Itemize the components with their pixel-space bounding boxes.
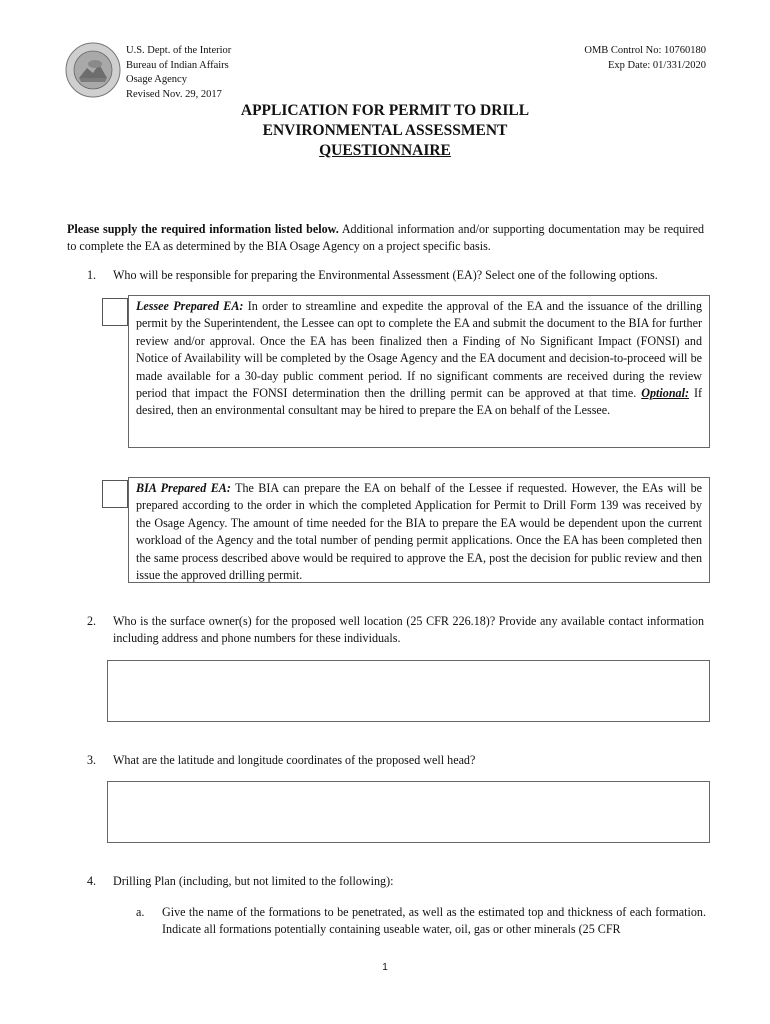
optional-description: If desired, then an environmental consultant may be hired to prepare the EA on behalf of the Lessee.	[136, 386, 702, 418]
question-text: Who will be responsible for preparing the Environmental Assessment (EA)? Select one of the following options.	[113, 268, 658, 282]
bia-option-description: The BIA can prepare the EA on behalf of the Lessee if requested. However, the EAs will be prepared according to the order in which the completed Application for Permit to Drill Form 139 was received by the Osage Agency. The amount of time needed for the BIA to prepare the EA would be dependent upon the current workload of the Agency and the total number of pending permit applications. Once the EA has been completed then the same process described above would be required to approve the EA, post the decision for public review and then issue the approved drilling permit.	[136, 481, 702, 583]
lessee-option-label: Lessee Prepared EA:	[136, 299, 244, 313]
omb-control-number: OMB Control No: 10760180	[584, 45, 706, 56]
question-text: What are the latitude and longitude coordinates of the proposed well head?	[113, 753, 476, 767]
question-text: Give the name of the formations to be penetrated, as well as the estimated top and thickness of each formation. Indicate all formations potentially containing useable water, oil, gas or other minerals (25 CFR	[162, 905, 706, 937]
expiration-date: Exp Date: 01/331/2020	[608, 59, 706, 71]
title-line-1: APPLICATION FOR PERMIT TO DRILL	[240, 102, 530, 119]
agency-line: Osage Agency	[126, 74, 187, 85]
bia-prepared-checkbox[interactable]	[102, 480, 128, 508]
option-bia-text	[136, 480, 702, 584]
agency-block	[126, 44, 231, 102]
question-text: Who is the surface owner(s) for the proposed well location (25 CFR 226.18)? Provide any available contact information including address and phone numbers for these individuals.	[113, 614, 704, 646]
question-number: 4.	[87, 874, 97, 888]
revision-date: Revised Nov. 29, 2017	[126, 88, 222, 100]
omb-block	[584, 44, 706, 73]
question-number: a.	[136, 905, 145, 919]
question-number: 1.	[87, 268, 97, 282]
agency-line: Bureau of Indian Affairs	[126, 59, 229, 71]
question-text: Drilling Plan (including, but not limited to the following):	[113, 874, 394, 888]
intro-paragraph	[67, 221, 704, 256]
surface-owner-answer-field[interactable]	[107, 660, 710, 722]
form-title	[0, 101, 770, 161]
optional-label: Optional:	[641, 386, 689, 401]
lessee-option-description: In order to streamline and expedite the approval of the EA and the issuance of the drilling permit by the Superintendent, the Lessee can opt to complete the EA and submit the document to the BIA for further review and/or approval. Once the EA has been finalized then a Finding of No Significant Impact (FONSI) and Notice of Availability will be completed by the Osage Agency and the EA document and decision-to-proceed will be made available for a 30-day public comment period. If no significant comments are received during the review period that impact the FONSI determination then the drilling permit can be approved at that time.	[136, 299, 702, 401]
question-number: 3.	[87, 753, 97, 767]
title-line-2: ENVIRONMENTAL ASSESSMENT	[262, 122, 508, 139]
agency-line: U.S. Dept. of the Interior	[126, 45, 232, 56]
option-lessee-text	[136, 298, 702, 420]
intro-text: Additional information and/or supporting documentation may be required to complete the EA as determined by the BIA Osage Agency on a project specific basis.	[67, 222, 704, 254]
page-number: 1	[382, 962, 388, 973]
bia-option-label: BIA Prepared EA:	[136, 481, 231, 495]
lessee-prepared-checkbox[interactable]	[102, 298, 128, 326]
intro-bold: Please supply the required information listed below.	[67, 222, 339, 236]
bia-seal-logo	[65, 42, 121, 98]
question-number: 2.	[87, 614, 97, 628]
coordinates-answer-field[interactable]	[107, 781, 710, 843]
title-line-3: QUESTIONNAIRE	[319, 142, 451, 159]
